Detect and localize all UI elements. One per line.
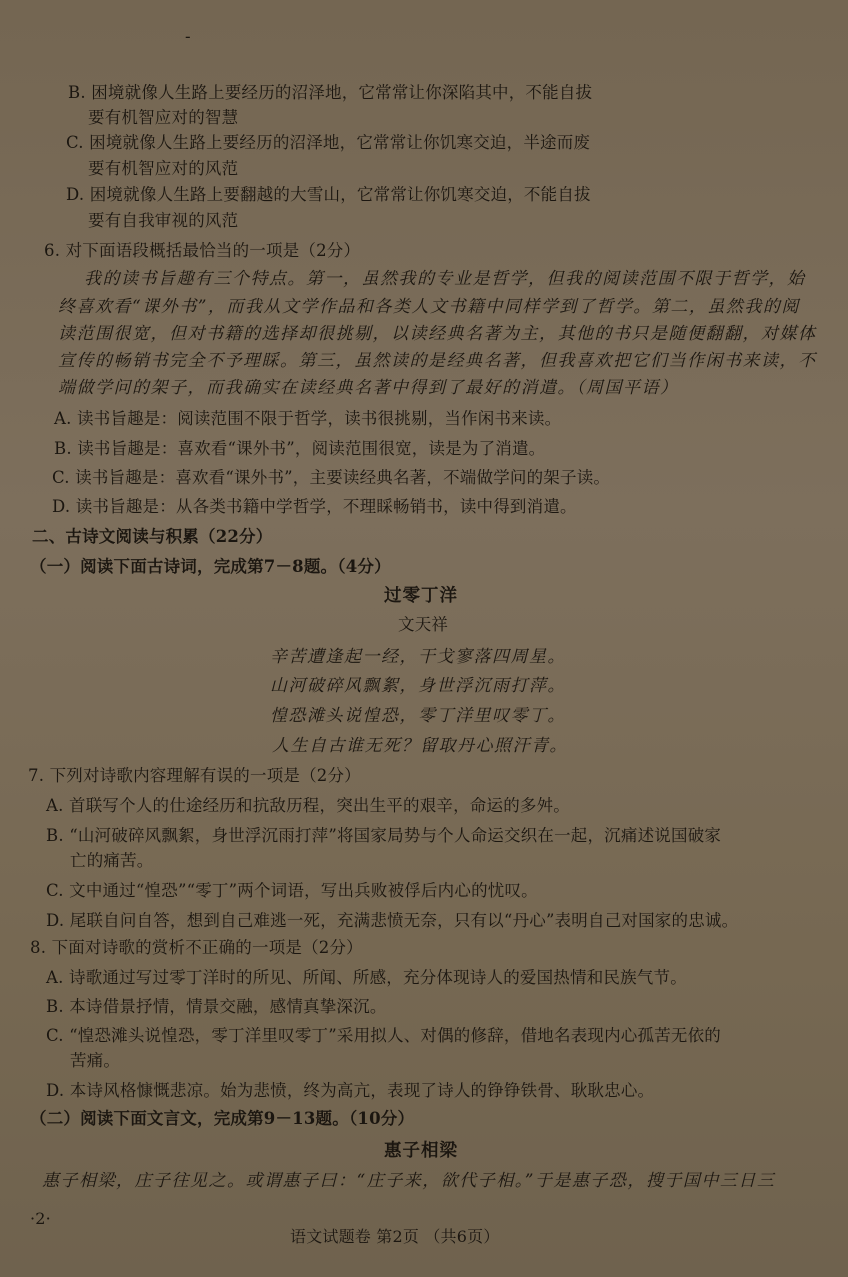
section2-sub1: （一）阅读下面古诗词，完成第7－8题。（4分） bbox=[30, 557, 391, 576]
q5-option-d-line2: 要有自我审视的风范 bbox=[88, 211, 239, 230]
prose-title: 惠子相梁 bbox=[384, 1141, 458, 1161]
q8-stem: 8. 下面对诗歌的赏析不正确的一项是（2分） bbox=[30, 938, 363, 957]
q6-passage-line4: 宣传的畅销书完全不予理睬。第三，虽然读的是经典名著，但我喜欢把它们当作闲书来读，不 bbox=[58, 351, 817, 371]
q5-option-c-line2: 要有机智应对的风范 bbox=[88, 159, 239, 178]
q7-option-c: C. 文中通过“惶恐”“零丁”两个词语，写出兵败被俘后内心的忧叹。 bbox=[46, 881, 538, 900]
q6-option-a: A. 读书旨趣是：阅读范围不限于哲学，读书很挑剔，当作闲书来读。 bbox=[54, 409, 562, 428]
q6-passage-line1: 我的读书旨趣有三个特点。第一，虽然我的专业是哲学，但我的阅读范围不限于哲学，始 bbox=[84, 269, 806, 289]
q6-stem: 6. 对下面语段概括最恰当的一项是（2分） bbox=[44, 241, 361, 260]
poem-line3: 惶恐滩头说惶恐，零丁洋里叹零丁。 bbox=[270, 706, 566, 726]
q6-option-d: D. 读书旨趣是：从各类书籍中学哲学，不理睬畅销书，读中得到消遣。 bbox=[52, 497, 577, 516]
q6-option-b: B. 读书旨趣是：喜欢看“课外书”，阅读范围很宽，读是为了消遣。 bbox=[54, 439, 546, 458]
q5-option-b-line1: B. 困境就像人生路上要经历的沼泽地，它常常让你深陷其中，不能自拔 bbox=[68, 83, 593, 102]
q8-option-c-line2: 苦痛。 bbox=[70, 1051, 121, 1070]
q6-passage-line3: 读范围很宽，但对书籍的选择却很挑剔，以读经典名著为主，其他的书只是随便翻翻，对媒体 bbox=[58, 324, 817, 344]
poem-title: 过零丁洋 bbox=[384, 586, 458, 606]
q8-option-b: B. 本诗借景抒情，情景交融，感情真挚深沉。 bbox=[46, 997, 387, 1016]
poem-line1: 辛苦遭逢起一经，干戈寥落四周星。 bbox=[270, 647, 566, 667]
section2-sub2: （二）阅读下面文言文，完成第9－13题。（10分） bbox=[30, 1109, 415, 1128]
top-mark: - bbox=[185, 27, 191, 46]
poem-line2: 山河破碎风飘絮，身世浮沉雨打萍。 bbox=[270, 676, 566, 696]
section2-heading: 二、古诗文阅读与积累（22分） bbox=[32, 527, 273, 546]
poem-author: 文天祥 bbox=[398, 615, 449, 634]
q8-option-a: A. 诗歌通过写过零丁洋时的所见、所闻、所感，充分体现诗人的爱国热情和民族气节。 bbox=[46, 968, 687, 987]
q7-option-b-line1: B. “山河破碎风飘絮，身世浮沉雨打萍”将国家局势与个人命运交织在一起，沉痛述说国破家 bbox=[46, 826, 722, 845]
q8-option-d: D. 本诗风格慷慨悲凉。始为悲愤，终为高亢，表现了诗人的铮铮铁骨、耿耿忠心。 bbox=[46, 1081, 655, 1100]
q5-option-d-line1: D. 困境就像人生路上要翻越的大雪山，它常常让你饥寒交迫，不能自拔 bbox=[66, 185, 591, 204]
q7-stem: 7. 下列对诗歌内容理解有误的一项是（2分） bbox=[28, 766, 361, 785]
poem-line4: 人生自古谁无死？留取丹心照汗青。 bbox=[272, 736, 568, 756]
q7-option-b-line2: 亡的痛苦。 bbox=[70, 851, 154, 870]
q5-option-c-line1: C. 困境就像人生路上要经历的沼泽地，它常常让你饥寒交迫，半途而废 bbox=[66, 133, 591, 152]
q6-passage-line5: 端做学问的架子，而我确实在读经典名著中得到了最好的消遣。（周国平语） bbox=[58, 378, 679, 398]
q6-passage-line2: 终喜欢看“课外书”，而我从文学作品和各类人文书籍中同样学到了哲学。第二，虽然我的阅 bbox=[58, 297, 800, 317]
q7-option-a: A. 首联写个人的仕途经历和抗敌历程，突出生平的艰辛，命运的多舛。 bbox=[46, 796, 571, 815]
page-number: ·2· bbox=[30, 1209, 51, 1228]
footer-label: 语文试题卷 第2页 （共6页） bbox=[290, 1227, 500, 1246]
q5-option-b-line2: 要有机智应对的智慧 bbox=[88, 108, 239, 127]
q8-option-c-line1: C. “惶恐滩头说惶恐，零丁洋里叹零丁”采用拟人、对偶的修辞，借地名表现内心孤苦无依的 bbox=[46, 1026, 721, 1045]
q6-option-c: C. 读书旨趣是：喜欢看“课外书”，主要读经典名著，不端做学问的架子读。 bbox=[52, 468, 611, 487]
q7-option-d: D. 尾联自问自答，想到自己难逃一死，充满悲愤无奈，只有以“丹心”表明自己对国家的忠诚。 bbox=[46, 911, 739, 930]
prose-first-line: 惠子相梁，庄子往见之。或谓惠子曰：“庄子来，欲代子相。”于是惠子恐，搜于国中三日三 bbox=[42, 1171, 776, 1191]
